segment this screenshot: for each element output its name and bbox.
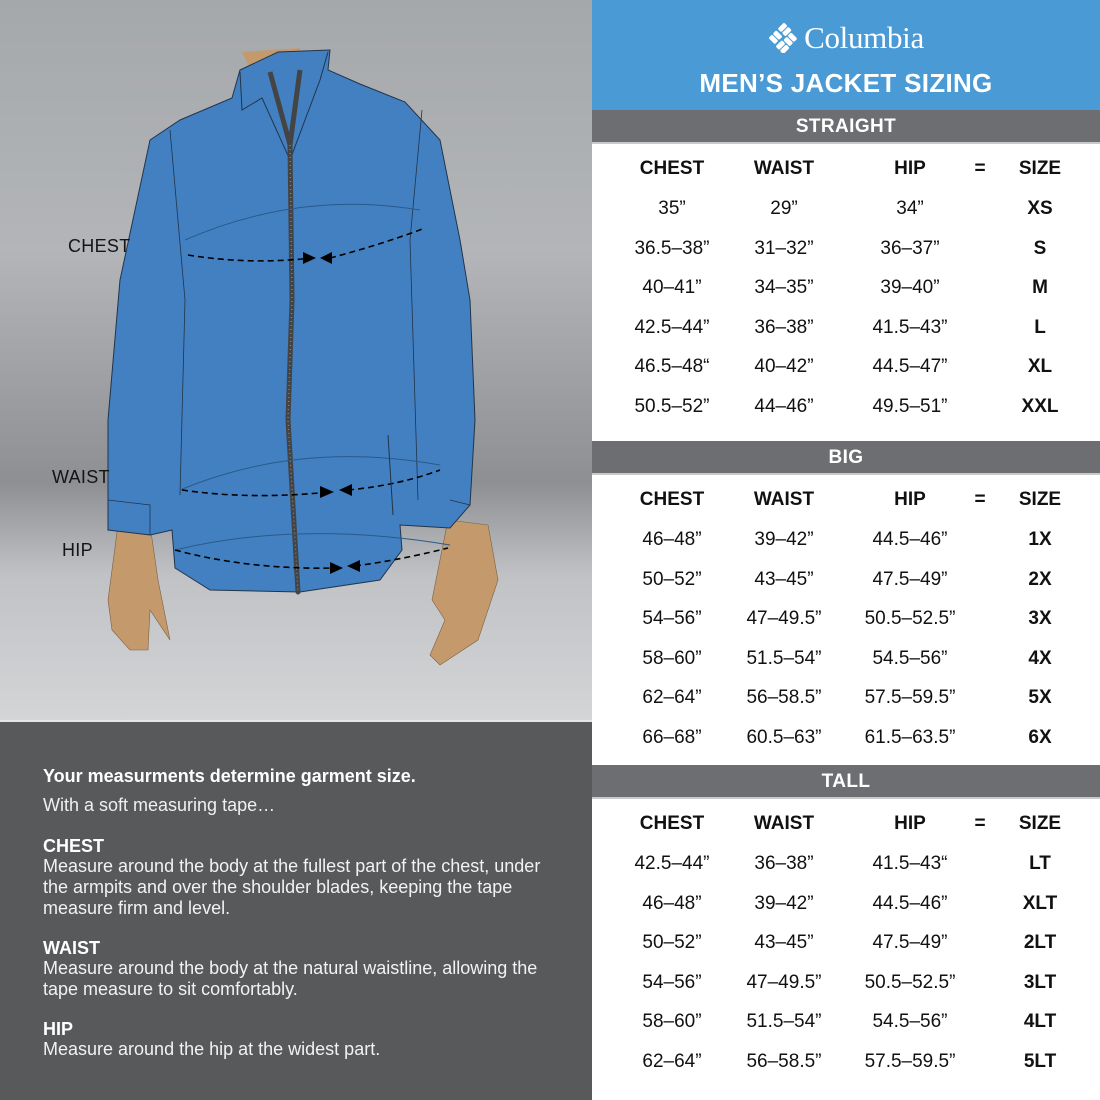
chest-value: 35” (658, 198, 686, 219)
col-chest: CHEST (639, 158, 705, 179)
table-row (592, 1002, 1100, 1042)
chest-value: 62–64” (642, 687, 702, 709)
waist-value: 47–49.5” (746, 608, 822, 630)
brand-header (592, 0, 1100, 110)
table-row (592, 189, 1100, 229)
chest-value: 50.5–52” (634, 395, 710, 417)
hip-value: 57.5–59.5” (864, 1050, 956, 1072)
brand-name: Columbia (804, 20, 924, 55)
waist-value: 40–42” (754, 356, 814, 378)
waist-value: 47–49.5” (746, 971, 822, 993)
hip-value: 34” (896, 198, 924, 219)
table-row (592, 229, 1100, 269)
chest-value: 62–64” (642, 1050, 702, 1072)
instructions-sub: With a soft measuring tape… (43, 795, 276, 815)
waist-value: 34–35” (754, 277, 814, 299)
measuring-instructions (0, 720, 592, 1100)
hip-value: 39–40” (880, 277, 940, 299)
instructions-lead: Your measurments determine garment size. (43, 766, 416, 786)
hip-value: 36–37” (880, 237, 940, 259)
waist-value: 43–45” (754, 932, 814, 954)
waist-value: 56–58.5” (746, 1050, 822, 1072)
size-value: XS (1027, 198, 1053, 219)
columbia-diamond-logo-icon (768, 23, 800, 53)
waist-value: 51.5–54” (746, 1011, 822, 1033)
col-hip: HIP (894, 489, 926, 510)
hip-value: 49.5–51” (872, 395, 948, 417)
hip-value: 44.5–46” (872, 529, 948, 550)
section-tall-header: TALL (592, 765, 1100, 799)
chest-value: 36.5–38” (634, 237, 710, 259)
col-equals: = (974, 813, 986, 834)
chest-label: CHEST (68, 236, 131, 256)
size-value: XL (1027, 356, 1053, 378)
waist-value: 36–38” (754, 316, 814, 338)
hip-value: 41.5–43“ (872, 853, 948, 874)
hip-value: 44.5–47” (872, 356, 948, 378)
hip-description: Measure around the hip at the widest part. (43, 1039, 381, 1059)
hip-value: 61.5–63.5” (864, 726, 956, 748)
size-value: 5X (1028, 687, 1052, 709)
jacket-illustration (0, 0, 592, 720)
table-row (592, 308, 1100, 348)
table-row (592, 560, 1100, 600)
table-row (592, 678, 1100, 718)
col-chest: CHEST (639, 489, 705, 510)
waist-value: 31–32” (754, 237, 814, 259)
table-row (592, 520, 1100, 560)
size-value: S (1033, 237, 1047, 259)
jacket-drawing (0, 0, 592, 720)
size-value: M (1032, 277, 1048, 299)
hip-value: 50.5–52.5” (864, 608, 956, 630)
chest-value: 46–48” (642, 529, 702, 550)
size-value: 3LT (1023, 971, 1057, 993)
chest-value: 54–56” (642, 608, 702, 630)
size-value: 5LT (1023, 1050, 1057, 1072)
chest-heading: CHEST (43, 836, 105, 856)
waist-value: 39–42” (754, 529, 814, 550)
tall-size-table (592, 799, 1100, 1082)
size-value: XLT (1022, 892, 1058, 914)
chest-value: 46–48” (642, 892, 702, 914)
size-value: 3X (1028, 608, 1052, 630)
columbia-logo (592, 20, 1100, 56)
waist-heading: WAIST (43, 938, 100, 958)
section-big-header: BIG (592, 441, 1100, 475)
table-header-row (592, 149, 1100, 189)
col-size: SIZE (1018, 813, 1062, 834)
waist-value: 29” (770, 198, 798, 219)
hip-value: 50.5–52.5” (864, 971, 956, 993)
col-equals: = (974, 489, 986, 510)
waist-value: 43–45” (754, 568, 814, 590)
page-title: MEN’S JACKET SIZING (699, 68, 993, 98)
table-row (592, 844, 1100, 884)
chest-value: 46.5–48“ (634, 356, 710, 378)
waist-value: 56–58.5” (746, 687, 822, 709)
section-straight-header: STRAIGHT (592, 110, 1100, 144)
col-waist: WAIST (753, 158, 815, 179)
table-row (592, 963, 1100, 1003)
hip-value: 47.5–49” (872, 932, 948, 954)
hip-value: 47.5–49” (872, 568, 948, 590)
size-value: 4LT (1023, 1011, 1057, 1033)
waist-value: 36–38” (754, 853, 814, 874)
chest-value: 50–52” (642, 932, 702, 954)
waist-value: 51.5–54” (746, 647, 822, 669)
size-value: 2LT (1023, 932, 1057, 954)
col-size: SIZE (1018, 489, 1062, 510)
table-row (592, 268, 1100, 308)
chest-value: 54–56” (642, 971, 702, 993)
chest-value: 50–52” (642, 568, 702, 590)
table-row (592, 387, 1100, 427)
chest-value: 42.5–44” (634, 853, 710, 874)
col-equals: = (974, 158, 986, 179)
col-hip: HIP (894, 158, 926, 179)
hip-value: 54.5–56” (872, 1011, 948, 1033)
waist-value: 39–42” (754, 892, 814, 914)
col-waist: WAIST (753, 813, 815, 834)
chest-value: 58–60” (642, 647, 702, 669)
chest-value: 58–60” (642, 1011, 702, 1033)
table-row (592, 718, 1100, 758)
table-row (592, 347, 1100, 387)
size-value: XXL (1021, 395, 1059, 417)
size-value: 2X (1028, 568, 1052, 590)
col-waist: WAIST (753, 489, 815, 510)
chest-value: 66–68” (642, 726, 702, 748)
table-row (592, 1042, 1100, 1082)
table-row (592, 923, 1100, 963)
table-header-row (592, 804, 1100, 844)
size-value: LT (1029, 853, 1051, 874)
waist-description: Measure around the body at the natural waistline, allowing the tape measure to sit comfortably. (43, 958, 538, 999)
waist-value: 60.5–63” (746, 726, 822, 748)
size-value: 4X (1028, 647, 1052, 669)
table-row (592, 639, 1100, 679)
straight-size-table (592, 144, 1100, 441)
hip-value: 54.5–56” (872, 647, 948, 669)
table-row (592, 884, 1100, 924)
waist-label: WAIST (52, 467, 110, 487)
table-header-row (592, 480, 1100, 520)
size-value: L (1034, 316, 1046, 338)
big-size-table (592, 475, 1100, 765)
col-size: SIZE (1018, 158, 1062, 179)
chest-value: 40–41” (642, 277, 702, 299)
hip-value: 44.5–46” (872, 892, 948, 914)
hip-value: 41.5–43” (872, 316, 948, 338)
hip-heading: HIP (43, 1019, 74, 1039)
col-hip: HIP (894, 813, 926, 834)
col-chest: CHEST (639, 813, 705, 834)
hip-value: 57.5–59.5” (864, 687, 956, 709)
waist-value: 44–46” (754, 395, 814, 417)
hip-label: HIP (62, 540, 93, 560)
size-chart-panel (592, 0, 1100, 1100)
size-value: 1X (1028, 529, 1052, 550)
table-row (592, 599, 1100, 639)
size-value: 6X (1028, 726, 1052, 748)
chest-description: Measure around the body at the fullest part of the chest, under the armpits and over the shoulder blades, keeping the tape measure firm and level. (43, 856, 541, 918)
chest-value: 42.5–44” (634, 316, 710, 338)
